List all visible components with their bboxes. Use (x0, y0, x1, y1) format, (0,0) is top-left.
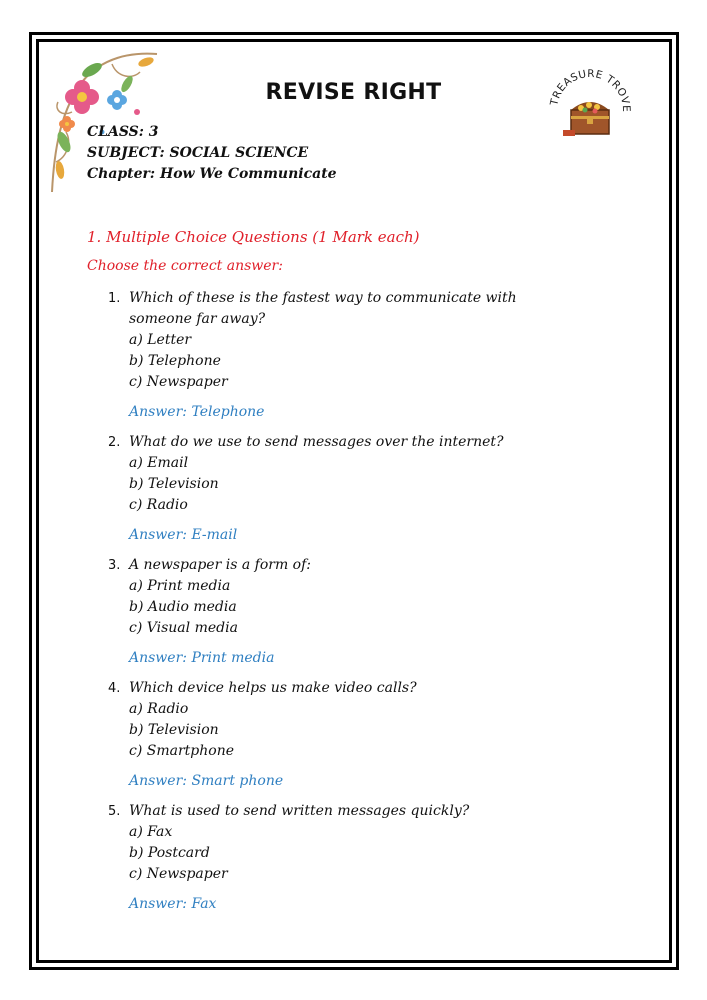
question-text: What do we use to send messages over the internet? (129, 434, 504, 450)
question-text: What is used to send written messages quickly? (129, 803, 470, 819)
question-text: Which of these is the fastest way to communicate with (129, 290, 517, 306)
answer: Answer: Telephone (129, 404, 265, 420)
question-number: 5. (108, 804, 121, 819)
option-b: b) Audio media (129, 599, 237, 615)
question-number: 3. (108, 558, 121, 573)
section-instruction: Choose the correct answer: (87, 258, 283, 274)
question-4 (108, 678, 608, 792)
answer: Answer: Smart phone (129, 773, 284, 789)
section-title: 1. Multiple Choice Questions (1 Mark each) (87, 228, 420, 246)
question-number: 1. (108, 291, 121, 306)
option-a: a) Email (129, 455, 189, 471)
option-b: b) Television (129, 476, 219, 492)
option-a: a) Letter (129, 332, 192, 348)
option-a: a) Fax (129, 824, 173, 840)
chapter-line: Chapter: How We Communicate (87, 166, 337, 182)
option-c: c) Radio (129, 497, 188, 513)
subject-line: SUBJECT: SOCIAL SCIENCE (87, 145, 309, 161)
question-text: A newspaper is a form of: (129, 557, 311, 573)
option-b: b) Television (129, 722, 219, 738)
question-text: Which device helps us make video calls? (129, 680, 417, 696)
answer: Answer: E-mail (129, 527, 238, 543)
option-c: c) Newspaper (129, 866, 228, 882)
page-title: REVISE RIGHT (265, 80, 442, 105)
question-2 (108, 432, 608, 546)
option-c: c) Visual media (129, 620, 238, 636)
class-line: CLASS: 3 (87, 124, 159, 140)
question-list (108, 288, 608, 924)
question-text-continued: someone far away? (129, 311, 266, 327)
option-a: a) Print media (129, 578, 231, 594)
question-3 (108, 555, 608, 669)
question-number: 2. (108, 435, 121, 450)
option-c: c) Newspaper (129, 374, 228, 390)
logo-text: TREASURE TROVE (548, 67, 633, 113)
option-b: b) Postcard (129, 845, 210, 861)
treasure-chest-icon (563, 102, 609, 136)
option-c: c) Smartphone (129, 743, 234, 759)
answer: Answer: Fax (129, 896, 217, 912)
question-1 (108, 288, 608, 423)
worksheet-meta (87, 122, 337, 185)
question-number: 4. (108, 681, 121, 696)
option-a: a) Radio (129, 701, 189, 717)
answer: Answer: Print media (129, 650, 275, 666)
option-b: b) Telephone (129, 353, 221, 369)
question-5 (108, 801, 608, 915)
